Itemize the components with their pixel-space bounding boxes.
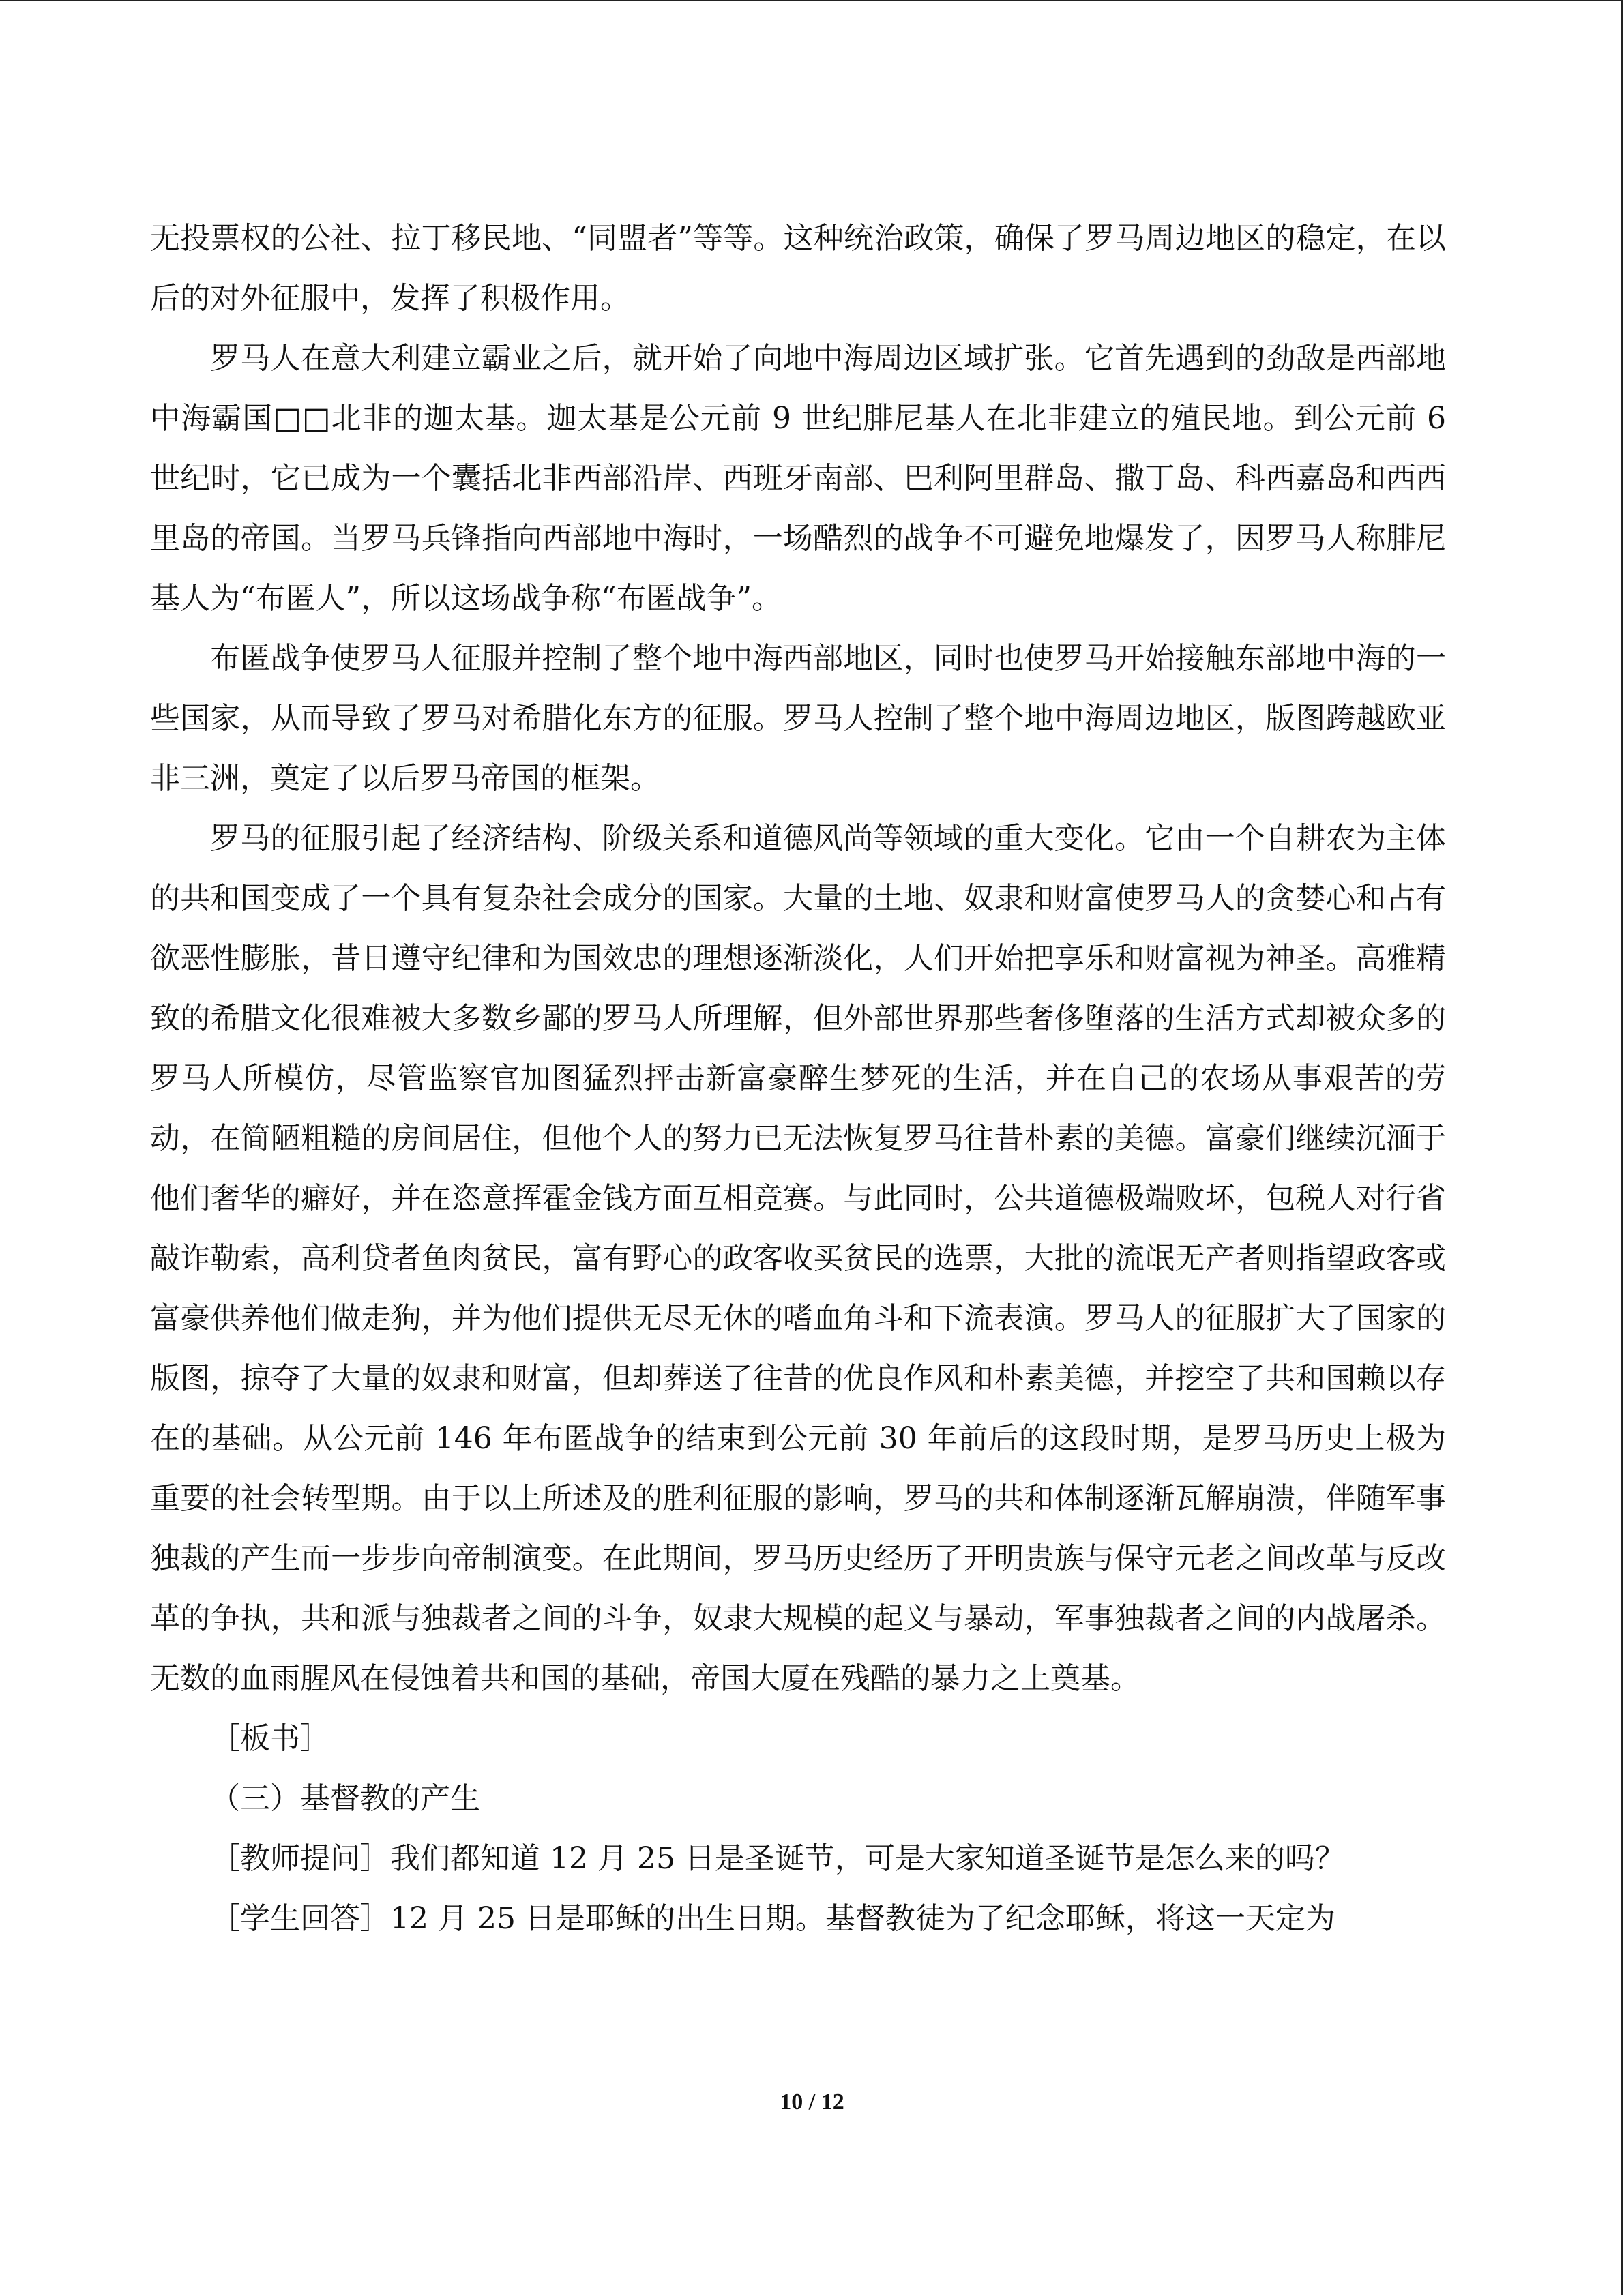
paragraph-4: 罗马的征服引起了经济结构、阶级关系和道德风尚等领域的重大变化。它由一个自耕农为主体的共和国变成了一个具有复杂社会成分的国家。大量的土地、奴隶和财富使罗马人的贪婪心和占有欲恶性膨胀，昔日遵守纪律和为国效忠的理想逐渐淡化，人们开始把享乐和财富视为神圣。高雅精致的希腊文化很难被大多数乡鄙的罗马人所理解，但外部世界那些奢侈堕落的生活方式却被众多的罗马人所模仿，尽管监察官加图猛烈抨击新富豪醉生梦死的生活，并在自己的农场从事艰苦的劳动，在简陋粗糙的房间居住，但他个人的努力已无法恢复罗马往昔朴素的美德。富豪们继续沉湎于他们奢华的癖好，并在恣意挥霍金钱方面互相竞赛。与此同时，公共道德极端败坏，包税人对行省敲诈勒索，高利贷者鱼肉贫民，富有野心的政客收买贫民的选票，大批的流氓无产者则指望政客或富豪供养他们做走狗，并为他们提供无尽无休的嗜血角斗和下流表演。罗马人的征服扩大了国家的版图，掠夺了大量的奴隶和财富，但却葬送了往昔的优良作风和朴素美德，并挖空了共和国赖以存在的基础。从公元前 146 年布匿战争的结束到公元前 30 年前后的这段时期，是罗马历史上极为重要的社会转型期。由于以上所述及的胜利征服的影响，罗马的共和体制逐渐瓦解崩溃，伴随军事独裁的产生而一步步向帝制演变。在此期间，罗马历史经历了开明贵族与保守元老之间改革与反改革的争执，共和派与独裁者之间的斗争，奴隶大规模的起义与暴动，军事独裁者之间的内战屠杀。无数的血雨腥风在侵蚀着共和国的基础，帝国大厦在残酷的暴力之上奠基。 <box>150 821 1446 1696</box>
section-heading: （三）基督教的产生 <box>210 1781 480 1816</box>
page-number: 10 / 12 <box>780 2089 844 2115</box>
paragraph-2: 罗马人在意大利建立霸业之后，就开始了向地中海周边区域扩张。它首先遇到的劲敌是西部地中海霸国□□北非的迦太基。迦太基是公元前 9 世纪腓尼基人在北非建立的殖民地。到公元前 6 世纪时，它已成为一个囊括北非西部沿岸、西班牙南部、巴利阿里群岛、撒丁岛、科西嘉岛和西西里岛的帝国。当罗马兵锋指向西部地中海时，一场酷烈的战争不可避免地爆发了，因罗马人称腓尼基人为“布匿人”，所以这场战争称“布匿战争”。 <box>150 341 1446 616</box>
board-writing-label: ［板书］ <box>210 1721 330 1756</box>
document-body <box>150 209 1446 1949</box>
paragraph-1: 无投票权的公社、拉丁移民地、“同盟者”等等。这种统治政策，确保了罗马周边地区的稳定，在以后的对外征服中，发挥了积极作用。 <box>150 221 1446 316</box>
teacher-question: ［教师提问］我们都知道 12 月 25 日是圣诞节，可是大家知道圣诞节是怎么来的吗？ <box>210 1841 1345 1876</box>
paragraph-3: 布匿战争使罗马人征服并控制了整个地中海西部地区，同时也使罗马开始接触东部地中海的一些国家，从而导致了罗马对希腊化东方的征服。罗马人控制了整个地中海周边地区，版图跨越欧亚非三洲，奠定了以后罗马帝国的框架。 <box>150 641 1446 796</box>
student-answer: ［学生回答］12 月 25 日是耶稣的出生日期。基督教徒为了纪念耶稣，将这一天定为 <box>210 1901 1335 1936</box>
